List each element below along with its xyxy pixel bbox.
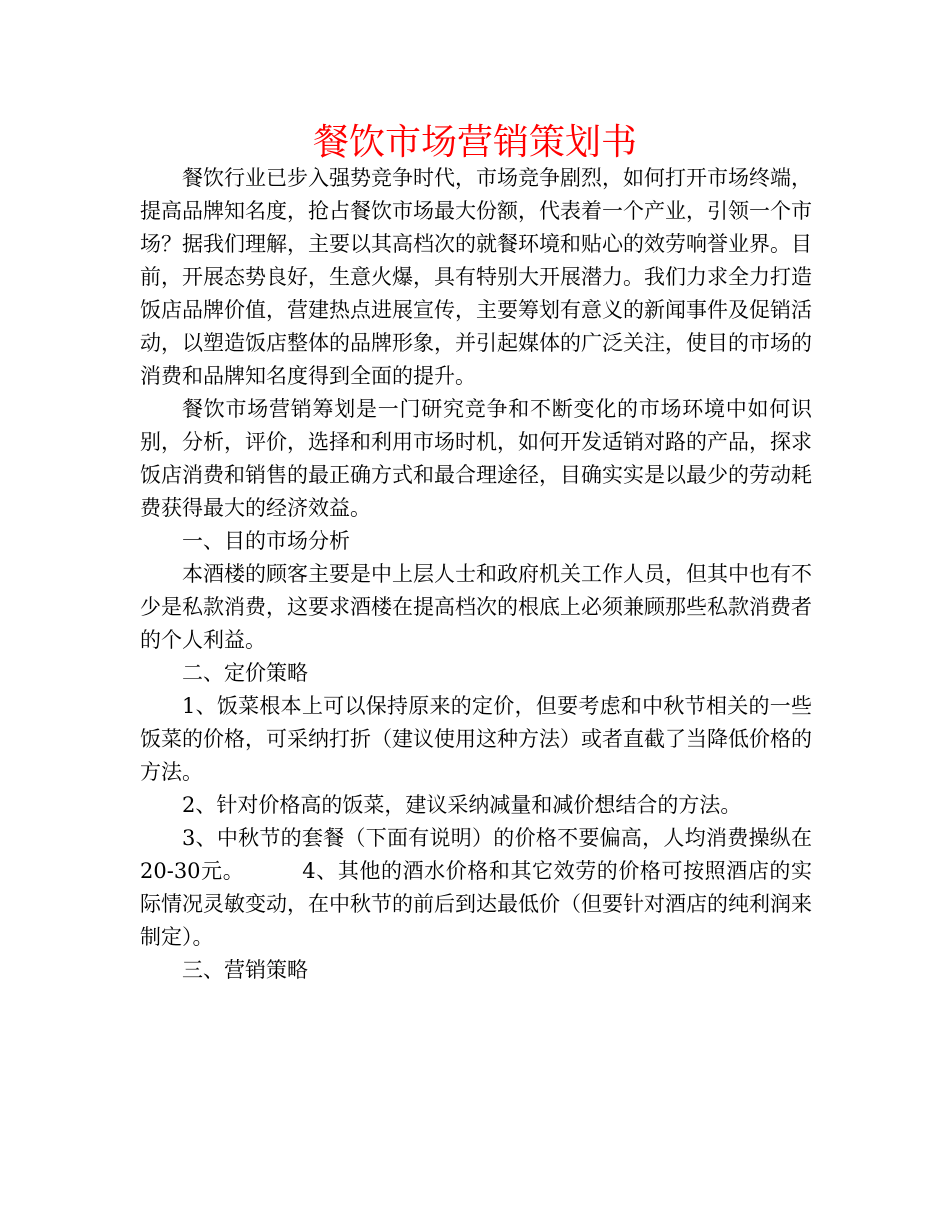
document-body	[140, 162, 812, 987]
paragraph-intro: 餐饮行业已步入强势竞争时代，市场竞争剧烈，如何打开市场终端，提高品牌知名度，抢占餐饮市场最大份额，代表着一个产业，引领一个市场？据我们理解，主要以其高档次的就餐环境和贴心的效劳响誉业界。目前，开展态势良好，生意火爆，具有特别大开展潜力。我们力求全力打造饭店品牌价值，营建热点进展宣传，主要筹划有意义的新闻事件及促销活动，以塑造饭店整体的品牌形象，并引起媒体的广泛关注，使目的市场的消费和品牌知名度得到全面的提升。	[140, 166, 812, 388]
section-heading-pricing: 二、定价策略	[182, 661, 308, 685]
paragraph-pricing-1: 1、饭菜根本上可以保持原来的定价，但要考虑和中秋节相关的一些饭菜的价格，可采纳打折（建议使用这种方法）或者直截了当降低价格的方法。	[140, 694, 812, 784]
section-heading-marketing: 三、营销策略	[182, 958, 308, 982]
paragraph-planning: 餐饮市场营销筹划是一门研究竞争和不断变化的市场环境中如何识别，分析，评价，选择和利用市场时机，如何开发适销对路的产品，探求饭店消费和销售的最正确方式和最合理途径，目确实实是以最少的劳动耗费获得最大的经济效益。	[140, 397, 812, 520]
paragraph-pricing-2: 2、针对价格高的饭菜，建议采纳减量和减价想结合的方法。	[182, 793, 742, 817]
section-heading-target-market: 一、目的市场分析	[182, 529, 350, 553]
paragraph-pricing-3-4: 3、中秋节的套餐（下面有说明）的价格不要偏高，人均消费操纵在20-30元。 4、其他的酒水价格和其它效劳的价格可按照酒店的实际情况灵敏变动，在中秋节的前后到达最低价（但要针对酒店的纯利润来制定）。	[140, 826, 812, 949]
paragraph-target-market: 本酒楼的顾客主要是中上层人士和政府机关工作人员，但其中也有不少是私款消费，这要求酒楼在提高档次的根底上必须兼顾那些私款消费者的个人利益。	[140, 562, 812, 652]
document-title: 餐饮市场营销策划书	[312, 122, 637, 163]
